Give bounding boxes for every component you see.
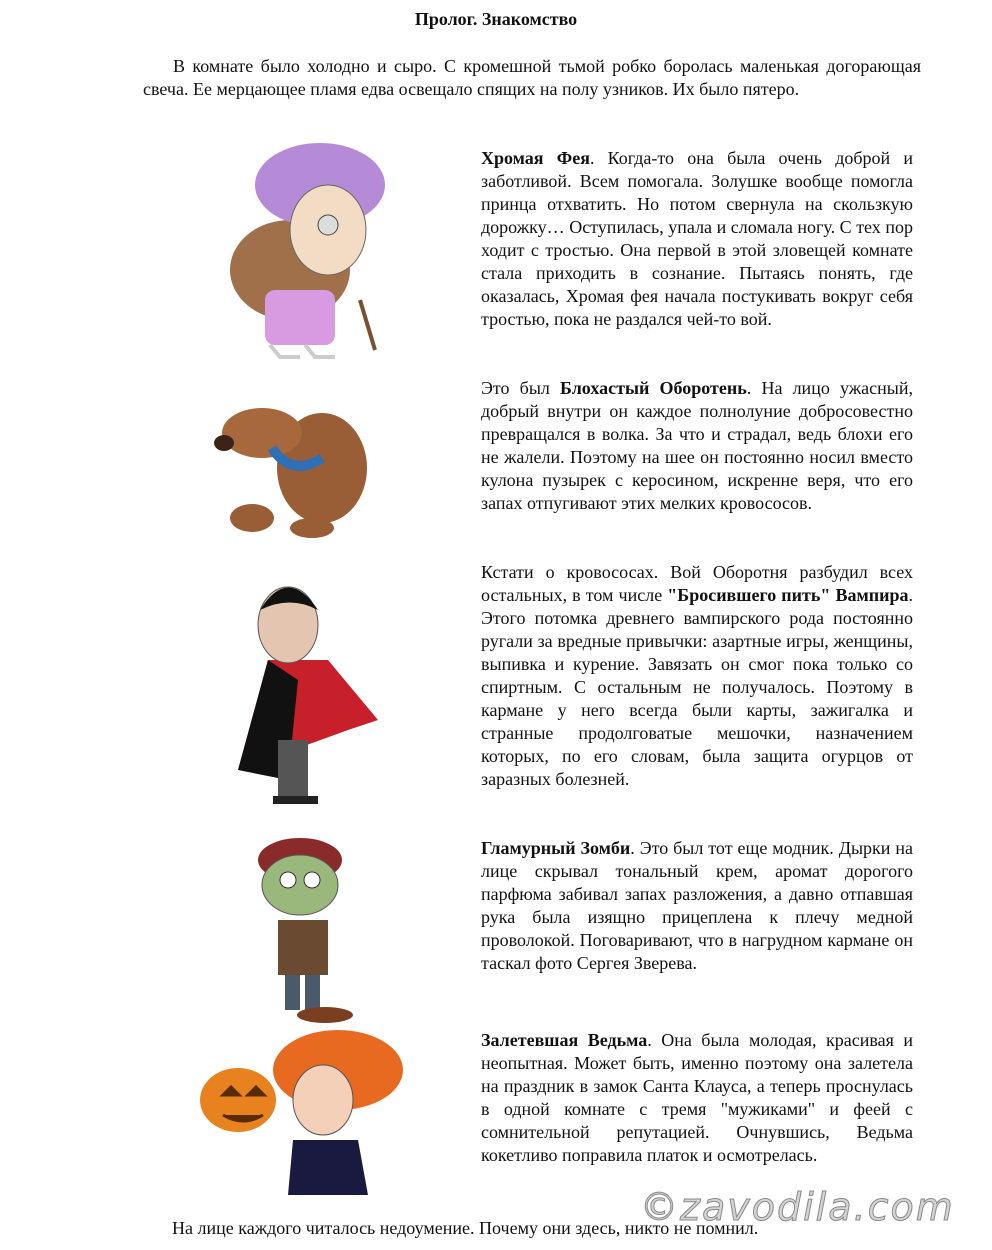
character-name: Хромая Фея [481,148,590,168]
witch-illustration [198,1030,413,1195]
character-name: Гламурный Зомби [481,838,631,858]
character-name: "Бросившего пить" Вампира [667,585,909,605]
character-name: Блохастый Оборотень [560,378,747,398]
character-description: . Когда-то она была очень доброй и заботливой. Всем помогала. Золушке вообще помогла принца отхватить. Но потом свернула на скользкую дорожку… Оступилась, упала и сломала ногу. С тех пор ходит с тростью. Она первой в этой зловещей комнате стала приходить в сознание. Пытаясь понять, где оказалась, Хромая фея начала постукивать вокруг себя тростью, пока не раздался чей-то вой. [481,148,913,329]
character-paragraph-vampire [481,561,913,791]
character-lead-in: Это был [481,378,561,398]
character-paragraph-zombie [481,837,913,975]
page-title: Пролог. Знакомство [414,9,578,29]
vampire-illustration [228,570,388,810]
watermark: ©zavodila.com [640,1185,955,1229]
character-lead-in: Кстати о кровососах. Вой Оборотня разбудил всех остальных, в том числе [481,562,913,605]
character-name: Залетевшая Ведьма [481,1030,648,1050]
character-description: . Она была молодая, красивая и неопытная. Может быть, именно поэтому она залетела на праздник в замок Санта Клауса, а теперь проснулась в одной комнате с тремя "мужиками" и феей с сомнительной репутацией. Очнувшись, Ведьма кокетливо поправила платок и осмотрелась. [481,1030,913,1165]
character-paragraph-fairy [481,147,913,331]
character-description: . Этого потомка древнего вампирского рода постоянно ругали за вредные привычки: азартные игры, женщины, выпивка и курение. Завязать он смог пока только со спиртным. С остальным не получалось. Поэтому в кармане у него всегда были карты, зажигалка и странные продолговатые мешочки, назначением которых, по его словам, была защита огурцов от заразных болезней. [481,585,913,789]
closing-line: На лице каждого читалось недоумение. Почему они здесь, никто не помнил. [172,1218,759,1238]
character-paragraph-witch [481,1029,913,1167]
character-paragraph-werewolf [481,377,913,515]
fairy-illustration [210,140,390,365]
werewolf-illustration [212,378,377,543]
intro-paragraph: В комнате было холодно и сыро. С кромешной тьмой робко боролась маленькая догорающая свеча. Ее мерцающее пламя едва освещало спящих на полу узников. Их было пятеро. [143,56,921,99]
zombie-illustration [240,830,370,1025]
character-description: . Это был тот еще модник. Дырки на лице скрывал тональный крем, аромат дорогого парфюма забивал запах разложения, а давно отпавшая рука была изящно прицеплена к плечу медной проволокой. Поговаривают, что в нагрудном кармане он таскал фото Сергея Зверева. [481,838,913,973]
character-description: . На лицо ужасный, добрый внутри он каждое полнолуние добросовестно превращался в волка. За что и страдал, ведь блохи его не жалели. Поэтому на шее он постоянно носил вместо кулона пузырек с керосином, искренне веря, что его запах отпугивают этих мелких кровососов. [481,378,914,513]
